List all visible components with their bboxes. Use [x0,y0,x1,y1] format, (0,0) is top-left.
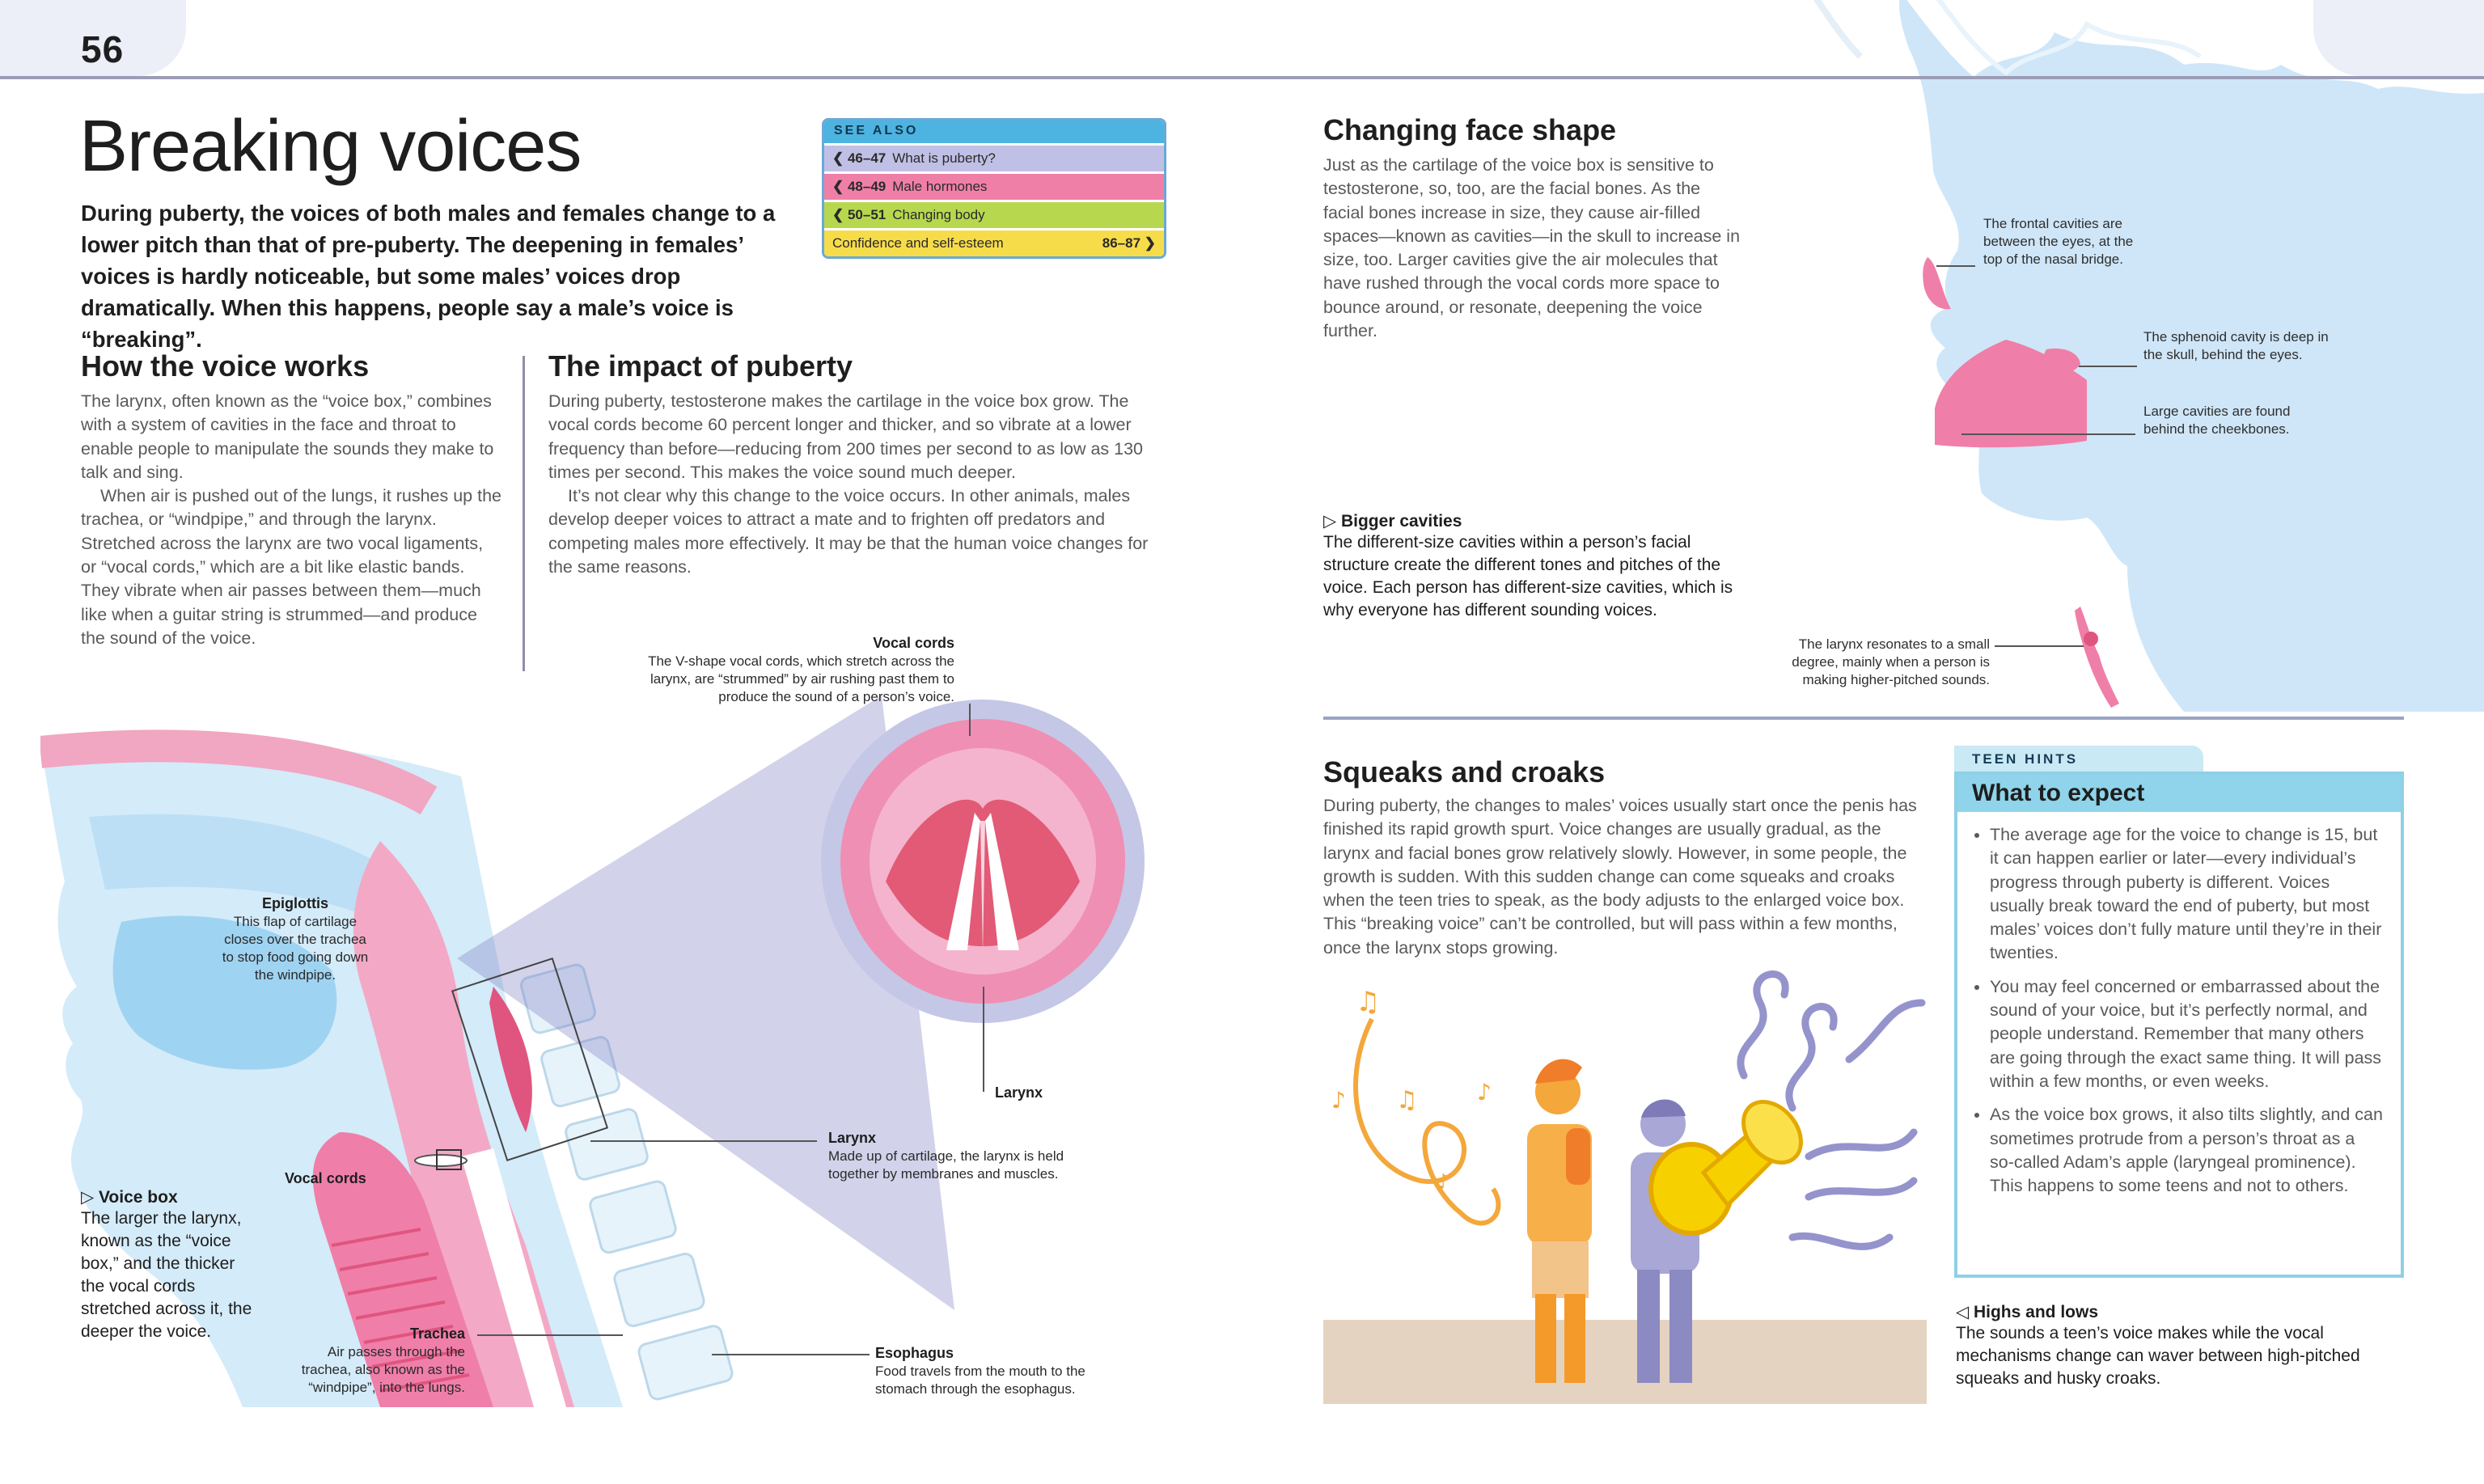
voice-box-caption-text: The larger the larynx, known as the “voice box,” and the thicker the vocal cords stretched across it, the deeper the voice. [81,1209,252,1341]
highs-lows-caption [1956,1302,2376,1390]
leader-line [590,1140,817,1142]
teens-music-illustration [1323,970,1927,1404]
column-divider [523,356,525,671]
see-also-box [822,118,1166,259]
music-note-icon: ♪ [1437,1170,1450,1194]
larynx-label: Larynx [995,1084,1043,1101]
voice-works-body [81,390,501,650]
teen-hints-heading: What to expect [1957,775,2401,812]
vocal-cords-small-label: Vocal cords [285,1170,366,1186]
section-divider [1323,717,2404,720]
see-also-item-puberty[interactable] [824,146,1164,171]
larynx-text: Made up of cartilage, the larynx is held together by membranes and muscles. [828,1148,1064,1182]
highs-lows-text: The sounds a teen’s voice makes while the vocal mechanisms change can waver between high-pitched squeaks and husky croaks. [1956,1324,2360,1388]
see-also-heading: SEE ALSO [824,120,1164,143]
list-item: • As the voice box grows, it also tilts slightly, and can sometimes protrude from a person’s throat as a so-called Adam’s apple (laryngeal prominence). This happens to some teens and not to others. [1990,1103,2383,1198]
trachea-text: Air passes through the trachea, also known as the “windpipe”, into the lungs. [301,1344,465,1395]
leader-line [1995,645,2084,647]
squeaks-body: During puberty, the changes to males’ voices usually start once the penis has finished its rapid growth spurt. Voice changes are usually gradual, as the larynx and facial bones grow relatively slowly. However, in some people, the growth is sudden. With this sudden change can come squeaks and croaks when the teen tries to speak, as the body adjusts to the enlarged voice box. This “breaking voice” can’t be controlled, but will pass within a few months, once the larynx stops growing. [1323,796,1917,958]
music-note-icon: ♫ [1356,986,1381,1018]
bigger-cavities-text: The different-size cavities within a person’s facial structure create the different tones and pitches of the voice. Each person has different-size cavities, which is why everyone has different sounding voices. [1323,533,1733,619]
vocal-cords-magnified [809,687,1149,1027]
leader-line [983,987,984,1092]
puberty-impact-paragraph-1: During puberty, testosterone makes the cartilage in the voice box grow. The vocal cords become 60 percent longer and thicker, and so vibrate at a lower frequency than before—reducing from 200 times per second to as low as 130 times per second. This makes the voice sound much deeper. [548,391,1143,482]
header-rule [0,76,2484,79]
teen-hints-box [1954,772,2404,1278]
puberty-impact-body [548,390,1163,579]
leader-line [969,704,971,736]
list-item: • The average age for the voice to change is 15, but it can happen earlier or later—every individual’s progress through puberty is different. Voices usually break toward the end of puberty, but most males’ voices don’t fully mature until they’re in their twenties. [1990,823,2383,966]
trachea-title: Trachea [409,1325,465,1342]
leader-line [2079,366,2137,367]
see-also-label: Changing body [892,207,985,222]
squeaks-heading: Squeaks and croaks [1323,755,1606,789]
see-also-item-hormones[interactable] [824,174,1164,200]
leader-line [1961,433,2135,435]
music-note-icon: ♫ [1396,1086,1418,1114]
voice-works-heading: How the voice works [81,349,370,383]
see-also-pages: ❮ 46–47 [832,150,887,166]
voice-box-caption [81,1187,259,1343]
puberty-impact-heading: The impact of puberty [548,349,853,383]
see-also-pages: ❮ 50–51 [832,207,887,222]
triangle-left-icon: ◁ [1956,1303,1974,1321]
music-note-icon: ♪ [1477,1079,1492,1106]
face-shape-body: Just as the cartilage of the voice box is sensitive to testosterone, so, too, are the facial bones. As the facial bones increase in size, they cause air-filled spaces—known as cavities—in the skull to increase in size, too. Larger cavities give the air molecules that have rushed through the vocal cords more space to bounce around, or resonate, deepening the voice further. [1323,155,1741,341]
see-also-pages: ❮ 48–49 [832,179,887,194]
vocal-cords-text: The V-shape vocal cords, which stretch across the larynx, are “strummed” by air rushing past them to produce the sound of a person’s voice. [648,653,954,704]
esophagus-text: Food travels from the mouth to the stomach through the esophagus. [875,1364,1085,1397]
trachea-callout [291,1325,465,1397]
music-note-icon: ♪ [1331,1087,1346,1114]
triangle-right-icon: ▷ [1323,512,1341,531]
page-number: 56 [81,28,125,70]
voice-box-caption-title: ▷ Voice box [81,1188,178,1207]
vocal-cords-small [415,1155,467,1166]
page-title: Breaking voices [79,106,582,187]
teen-hints-list [1957,812,2401,1198]
epiglottis-title: Epiglottis [262,895,328,911]
floor [1323,1320,1927,1404]
esophagus-callout [875,1344,1118,1398]
epiglottis-callout [218,894,372,984]
face-profile-illustration [1763,0,2484,712]
leader-line [477,1334,623,1336]
leader-line [1936,265,1975,267]
bigger-cavities-title: ▷ Bigger cavities [1323,512,1462,531]
voice-works-paragraph-2: When air is pushed out of the lungs, it rushes up the trachea, or “windpipe,” and through the larynx. Stretched across the larynx are two vocal ligaments, or “vocal cords,” which are a bit like elastic bands. They vibrate when air passes between them—much like when a guitar string is strummed—and produce the sound of the voice. [81,486,501,648]
puberty-impact-paragraph-2: It’s not clear why this change to the voice occurs. In other animals, males develop deeper voices to attract a mate and to frighten off predators and competing males more effectively. It may be that the human voice changes for the same reasons. [548,486,1149,577]
frontal-cavity-callout: The frontal cavities are between the eyes, at the top of the nasal bridge. [1983,216,2134,267]
vocal-cords-title: Vocal cords [873,635,954,651]
leader-line [712,1354,870,1355]
highs-lows-title: ◁ Highs and lows [1956,1303,2098,1321]
vocal-cords-callout [631,634,954,706]
see-also-item-confidence[interactable] [824,230,1164,256]
see-also-item-changing-body[interactable] [824,202,1164,228]
larynx-title: Larynx [828,1130,877,1146]
see-also-label: Male hormones [892,179,988,194]
cheek-cavity-callout: Large cavities are found behind the cheekbones. [2143,404,2291,437]
see-also-label: What is puberty? [892,150,996,166]
see-also-label: Confidence and self-esteem [832,235,1004,251]
larynx-shape [2075,607,2119,708]
sphenoid-cavity-callout: The sphenoid cavity is deep in the skull, behind the eyes. [2143,329,2329,362]
voice-works-paragraph-1: The larynx, often known as the “voice box,” combines with a system of cavities in the face and throat to enable people to manipulate the sounds they make to talk and sing. [81,391,494,482]
list-item: • You may feel concerned or embarrassed about the sound of your voice, but it’s perfectly normal, and people understand. Remember that many others are going through the exact same thing. It will pass within a few months, or even weeks. [1990,975,2383,1093]
esophagus-title: Esophagus [875,1345,954,1361]
larynx-callout [828,1129,1103,1183]
larynx-resonance-callout: The larynx resonates to a small degree, mainly when a person is making higher-pitched sounds. [1792,636,1990,687]
bigger-cavities-caption [1323,511,1736,622]
sound-wave-high [1356,1019,1498,1223]
epiglottis-text: This flap of cartilage closes over the trachea to stop food going down the windpipe. [222,914,369,983]
teen-hints-tab: TEEN HINTS [1954,746,2203,773]
triangle-right-icon: ▷ [81,1188,99,1207]
face-shape-heading: Changing face shape [1323,113,1617,146]
see-also-pages: 86–87 ❯ [1102,235,1156,251]
intro-text: During puberty, the voices of both males and females change to a lower pitch than that of pre-puberty. The deepening in females’ voices is hardly noticeable, but some males’ voices drop dramatically. When this happens, people say a male’s voice is “breaking”. [81,201,776,352]
